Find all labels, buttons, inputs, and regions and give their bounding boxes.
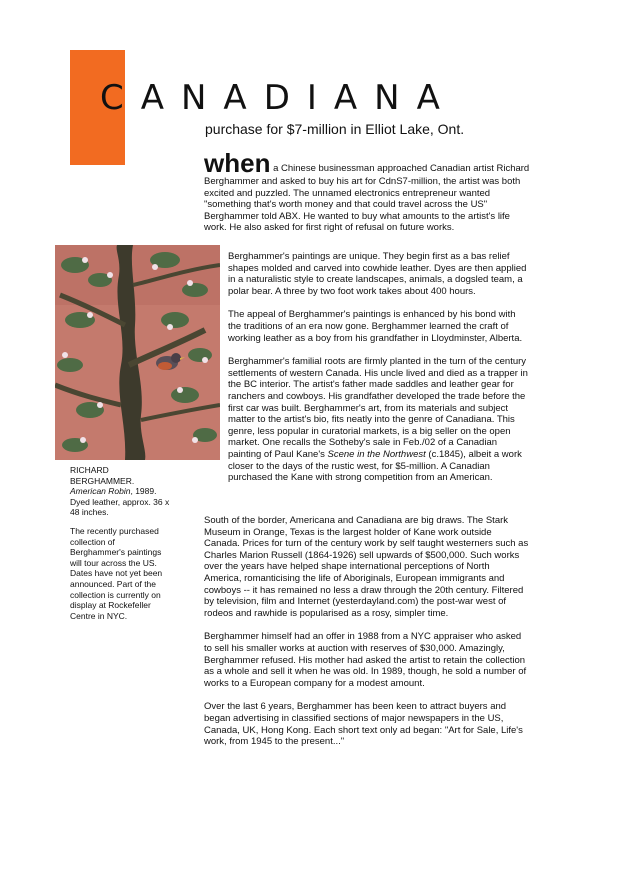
lead-paragraph (204, 150, 534, 234)
page-subtitle: purchase for $7-million in Elliot Lake, Ont. (205, 121, 465, 137)
article-paragraph-3-part-b: (c.1845), albeit a work closer to the days of the rustic west, for $5-million. A Canadian purchased the Kane with strong competition from an American. (228, 448, 522, 484)
article-column-lower (204, 515, 529, 760)
article-paragraph-3 (228, 356, 528, 484)
article-paragraph-6: Over the last 6 years, Berghammer has been keen to attract buyers and began advertising in classified sections of major newspapers in the US, Canada, UK, Hong Kong. Each short text only ad began: "Art for Sale, Life's work, from 1945 to the present..." (204, 701, 523, 748)
article-paragraph-3-part-a: Berghammer's familial roots are firmly planted in the turn of the century settlements of western Canada. His uncle lived and died as a trapper in the BC interior. The artist's father made saddles and leather gear for ranchers and cowboys. His grandfather developed the trade before the first car was built. Berghammer's art, from its materials and subject matter to the artist's bio, fits neatly into the genre of Canadiana. This genre, less popular in curatorial markets, is a big seller on the open market. One recalls the Sotheby's sale in Feb./02 of a Canadian painting of Paul Kane's (228, 356, 528, 460)
image-caption (70, 465, 170, 629)
article-paragraph-4: South of the border, Americana and Canadiana are big draws. The Stark Museum in Orange, Texas is the largest holder of Kane work outside Canada. Prices for turn of the century work by self taught westerners such as Charles Marion Russell (1864-1926) sell upwards of $500,000. Such works over the years have helped shape international perceptions of North America, romanticising the life of Aboriginals, European immigrants and cowboys -- it has remained no less a draw through the 20th century. Filtered by television, film and Internet (yesterdayland.com) the post-war west of rodeos and rawhide is popularised as a rosy, simpler time. (204, 515, 529, 619)
article-paragraph-1: Berghammer's paintings are unique. They begin first as a bas relief shapes molded and carved into cowhide leather. Dyes are then applied in a naturalistic style to create landscapes, animals, a dogsled team, a polar bear. A three by two foot work takes about 400 hours. (228, 251, 527, 297)
article-paragraph-2: The appeal of Berghammer's paintings is enhanced by his bond with the traditions of an era now gone. Berghammer learned the craft of working leather as a boy from his grandfather in Lloydminster, Alberta. (228, 309, 523, 344)
caption-artist-name: RICHARD BERGHAMMER. (70, 465, 135, 486)
artwork-title: Scene in the Northwest (327, 448, 426, 460)
caption-work-title: American Robin (70, 486, 131, 497)
painting-image (55, 245, 220, 460)
lead-text: a Chinese businessman approached Canadian artist Richard Berghammer and asked to buy his art for CdnS7-million, the artist was both excited and puzzled. The unnamed electronics entrepreneur wanted "something that's worth money and that could travel across the US" Berghammer told ABX. He wanted to buy what amounts to the artist's life work. He also asked for first right of refusal on future works. (204, 163, 530, 234)
page-title: CANADIANA (100, 78, 457, 118)
article-column-upper (228, 251, 528, 496)
caption-work-details: , 1989. Dyed leather, approx. 36 x 48 inches. (70, 486, 170, 518)
american-robin-painting (55, 245, 220, 460)
caption-note: The recently purchased collection of Berghammer's paintings will tour across the US. Dates have not yet been announced. Part of the collection is currently on display at Rockefeller Centre in NYC. (70, 525, 163, 621)
lead-drop-word: when (204, 148, 271, 178)
caption-credit (70, 465, 170, 518)
article-paragraph-5: Berghammer himself had an offer in 1988 from a NYC appraiser who asked to sell his smaller works at auction with reserves of $30,000. Amazingly, Berghammer refused. His mother had asked the artist to retain the collection as a whole and sell it when he was old. In 1989, though, he sold a number of works to a European company for a modest amount. (204, 631, 527, 689)
